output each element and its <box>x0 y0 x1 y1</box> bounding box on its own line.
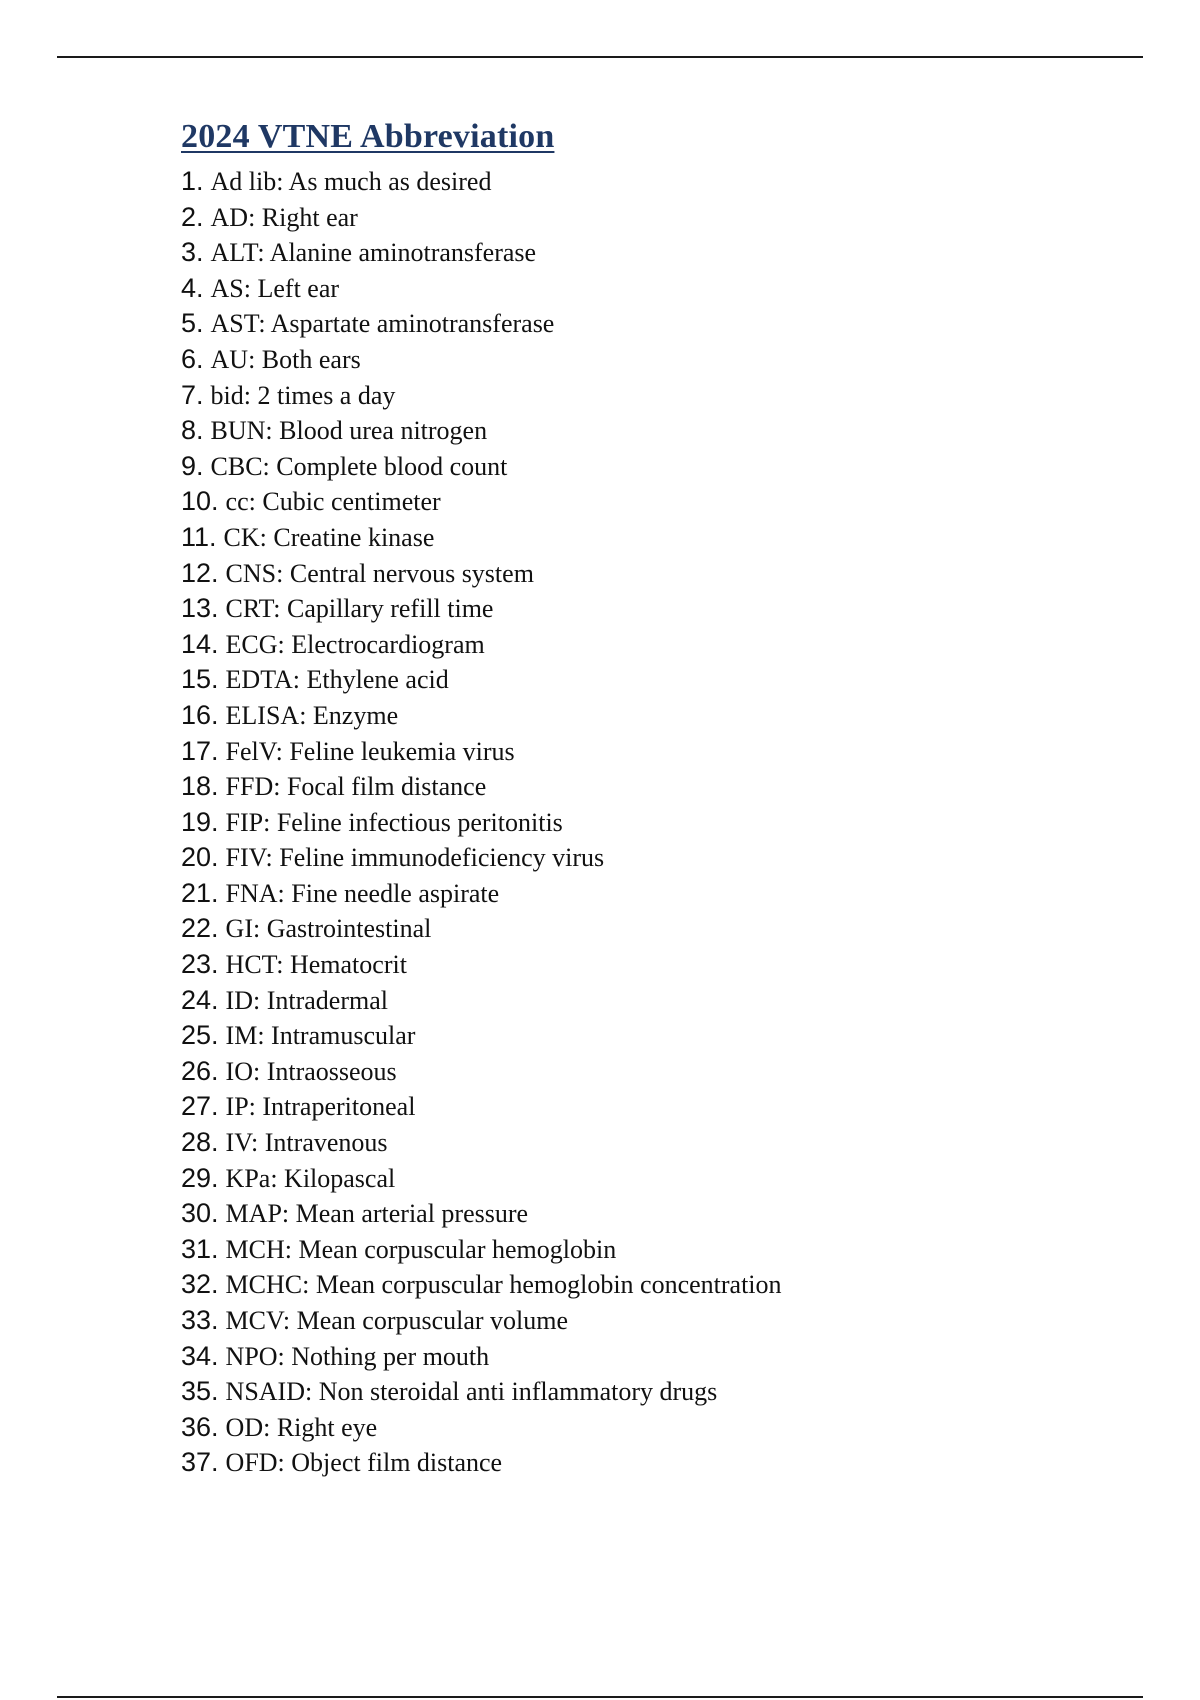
list-item-text: OFD: Object film distance <box>225 1448 503 1478</box>
list-item <box>181 484 1141 520</box>
list-item <box>181 662 1141 698</box>
list-item-number: 17. <box>181 735 219 766</box>
list-item-number: 8. <box>181 415 204 446</box>
list-item-number: 7. <box>181 379 204 410</box>
list-item <box>181 840 1141 876</box>
list-item-text: BUN: Blood urea nitrogen <box>210 416 488 446</box>
list-item <box>181 1374 1141 1410</box>
list-item <box>181 769 1141 805</box>
list-item <box>181 911 1141 947</box>
list-item-text: MCHC: Mean corpuscular hemoglobin concentration <box>225 1270 782 1300</box>
list-item-text: ID: Intradermal <box>225 985 388 1015</box>
list-item-number: 36. <box>181 1411 219 1442</box>
list-item-text: Ad lib: As much as desired <box>210 167 492 196</box>
list-item-text: IV: Intravenous <box>225 1128 388 1158</box>
list-item-text: IM: Intramuscular <box>225 1021 416 1051</box>
list-item-number: 37. <box>181 1447 219 1478</box>
list-item <box>181 271 1141 307</box>
list-item-number: 31. <box>181 1233 219 1264</box>
list-item-text: NSAID: Non steroidal anti inflammatory drugs <box>225 1377 718 1407</box>
list-item-number: 26. <box>181 1055 219 1086</box>
list-item <box>181 1303 1141 1339</box>
list-item <box>181 235 1141 271</box>
list-item-text: bid: 2 times a day <box>210 380 396 410</box>
list-item-number: 25. <box>181 1020 219 1051</box>
list-item-text: cc: Cubic centimeter <box>225 487 441 517</box>
list-item <box>181 876 1141 912</box>
list-item-text: OD: Right eye <box>225 1412 378 1442</box>
list-item-number: 11. <box>181 521 217 552</box>
abbreviation-list <box>181 164 1141 1481</box>
list-item-text: CRT: Capillary refill time <box>225 594 494 624</box>
list-item-text: IO: Intraosseous <box>225 1056 397 1086</box>
list-item <box>181 947 1141 983</box>
list-item-text: HCT: Hematocrit <box>225 950 407 980</box>
list-item-number: 23. <box>181 949 219 980</box>
list-item <box>181 1089 1141 1125</box>
list-item <box>181 698 1141 734</box>
list-item-text: MAP: Mean arterial pressure <box>225 1199 529 1229</box>
list-item-text: FNA: Fine needle aspirate <box>225 878 500 908</box>
document-body <box>181 114 1141 1481</box>
list-item <box>181 983 1141 1019</box>
list-item-number: 27. <box>181 1091 219 1122</box>
list-item-number: 16. <box>181 699 219 730</box>
list-item-number: 29. <box>181 1162 219 1193</box>
list-item-number: 3. <box>181 237 204 268</box>
list-item-number: 2. <box>181 201 204 232</box>
list-item-text: FFD: Focal film distance <box>225 772 487 802</box>
list-item-text: ELISA: Enzyme <box>225 700 399 730</box>
list-item-number: 10. <box>181 486 219 517</box>
list-item-text: AST: Aspartate aminotransferase <box>210 309 555 339</box>
list-item <box>181 1161 1141 1197</box>
list-item-number: 19. <box>181 806 219 837</box>
list-item <box>181 805 1141 841</box>
list-item <box>181 734 1141 770</box>
list-item-number: 18. <box>181 771 219 802</box>
list-item <box>181 342 1141 378</box>
list-item-text: FIV: Feline immunodeficiency virus <box>225 843 605 873</box>
list-item-number: 34. <box>181 1340 219 1371</box>
list-item-number: 1. <box>181 166 204 196</box>
document-title: 2024 VTNE Abbreviation <box>181 118 555 155</box>
list-item <box>181 1267 1141 1303</box>
list-item-text: KPa: Kilopascal <box>225 1163 396 1193</box>
list-item-text: FIP: Feline infectious peritonitis <box>225 807 563 837</box>
list-item-number: 14. <box>181 628 219 659</box>
list-item <box>181 1339 1141 1375</box>
list-item <box>181 378 1141 414</box>
list-item <box>181 1445 1141 1481</box>
list-item-text: MCH: Mean corpuscular hemoglobin <box>225 1234 617 1264</box>
list-item-number: 21. <box>181 877 219 908</box>
list-item-number: 24. <box>181 984 219 1015</box>
list-item-number: 4. <box>181 272 204 303</box>
list-item <box>181 306 1141 342</box>
header-rule <box>57 56 1143 58</box>
list-item <box>181 1018 1141 1054</box>
list-item-text: GI: Gastrointestinal <box>225 914 432 944</box>
list-item-number: 35. <box>181 1376 219 1407</box>
list-item-number: 20. <box>181 842 219 873</box>
list-item-number: 30. <box>181 1198 219 1229</box>
list-item-number: 15. <box>181 664 219 695</box>
list-item-number: 28. <box>181 1127 219 1158</box>
list-item-text: AU: Both ears <box>210 344 361 374</box>
list-item-number: 9. <box>181 450 204 481</box>
list-item-text: ALT: Alanine aminotransferase <box>210 238 537 268</box>
list-item-number: 22. <box>181 913 219 944</box>
list-item-text: CNS: Central nervous system <box>225 558 534 588</box>
list-item <box>181 1410 1141 1446</box>
list-item <box>181 556 1141 592</box>
list-item-text: FelV: Feline leukemia virus <box>225 736 515 766</box>
list-item-number: 33. <box>181 1305 219 1335</box>
list-item-number: 32. <box>181 1269 219 1300</box>
list-item <box>181 1196 1141 1232</box>
list-item-number: 13. <box>181 593 219 624</box>
list-item-number: 12. <box>181 557 219 588</box>
list-item-text: MCV: Mean corpuscular volume <box>225 1306 569 1335</box>
list-item-text: IP: Intraperitoneal <box>225 1092 416 1122</box>
list-item <box>181 164 1141 200</box>
list-item-text: AD: Right ear <box>210 202 358 232</box>
list-item-number: 6. <box>181 343 204 374</box>
list-item-text: CBC: Complete blood count <box>210 451 508 481</box>
list-item-text: EDTA: Ethylene acid <box>225 665 449 695</box>
list-item <box>181 520 1141 556</box>
list-item <box>181 413 1141 449</box>
list-item <box>181 591 1141 627</box>
list-item-text: NPO: Nothing per mouth <box>225 1341 490 1371</box>
footer-rule <box>57 1696 1143 1698</box>
list-item-text: CK: Creatine kinase <box>223 522 435 552</box>
list-item <box>181 200 1141 236</box>
list-item-text: ECG: Electrocardiogram <box>225 629 485 659</box>
list-item <box>181 627 1141 663</box>
list-item <box>181 1054 1141 1090</box>
list-item <box>181 1125 1141 1161</box>
list-item-number: 5. <box>181 308 204 339</box>
list-item <box>181 1232 1141 1268</box>
list-item-text: AS: Left ear <box>210 273 340 303</box>
list-item <box>181 449 1141 485</box>
